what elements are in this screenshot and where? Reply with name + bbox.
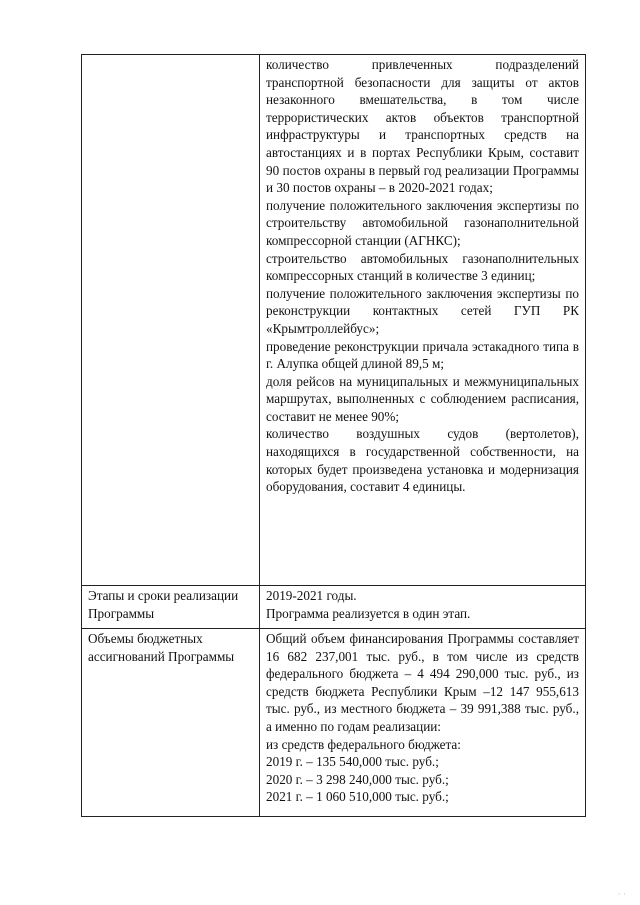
budget-summary: Общий объем финансирования Программы составляет 16 682 237,001 тыс. руб., в том числе из средств федерального бюджета – 4 494 290,000 тыс. руб., из средств бюджета Республики Крым –12 147 955,613 тыс. руб., из местного бюджета – 39 991,388 тыс. руб., а именно по годам реализации: <box>266 631 579 734</box>
indicator-paragraph: количество воздушных судов (вертолетов), находящихся в государственной собственности, на которых будет произведена установка и модернизация оборудования, составит 4 единицы. <box>266 426 579 495</box>
indicator-paragraph: доля рейсов на муниципальных и межмуниципальных маршрутах, выполненных с соблюдением расписания, составит не менее 90%; <box>266 373 579 424</box>
budget-label: Объемы бюджетных ассигнований Программы <box>82 629 260 817</box>
target-indicators-cell <box>260 55 586 586</box>
indicator-paragraph: количество привлеченных подразделений транспортной безопасности для защиты от актов незаконного вмешательства, в том числе террористических актов объектов транспортной инфраструктуры и транспортных средств на автостанциях и в портах Республики Крым, составит 90 постов охраны в первый год реализации Программы и 30 постов охраны – в 2020-2021 годах; <box>266 57 579 196</box>
table-row <box>82 586 586 629</box>
scan-artifact: · · <box>617 889 626 899</box>
row-label-empty <box>82 55 260 586</box>
table-row <box>82 629 586 817</box>
stages-label: Этапы и сроки реализации Программы <box>82 586 260 629</box>
indicator-paragraph: получение положительного заключения экспертизы по строительству автомобильной газонаполнительной компрессорной станции (АГНКС); <box>266 197 579 248</box>
indicator-paragraph: проведение реконструкции причала эстакадного типа в г. Алупка общей длиной 89,5 м; <box>266 338 579 372</box>
federal-budget-heading: из средств федерального бюджета: <box>266 736 461 752</box>
budget-year-line: 2020 г. – 3 298 240,000 тыс. руб.; <box>266 771 449 787</box>
stages-note: Программа реализуется в один этап. <box>266 605 471 621</box>
budget-year-line: 2021 г. – 1 060 510,000 тыс. руб.; <box>266 789 449 805</box>
stages-years: 2019-2021 годы. <box>266 588 357 603</box>
budget-cell <box>260 629 586 817</box>
table-row <box>82 55 586 586</box>
stages-cell <box>260 586 586 629</box>
budget-year-line: 2019 г. – 135 540,000 тыс. руб.; <box>266 754 439 770</box>
indicator-paragraph: получение положительного заключения экспертизы по реконструкции контактных сетей ГУП РК «Крымтроллейбус»; <box>266 285 579 336</box>
indicator-paragraph: строительство автомобильных газонаполнительных компрессорных станций в количестве 3 единиц; <box>266 250 579 284</box>
program-passport-table <box>81 54 586 817</box>
